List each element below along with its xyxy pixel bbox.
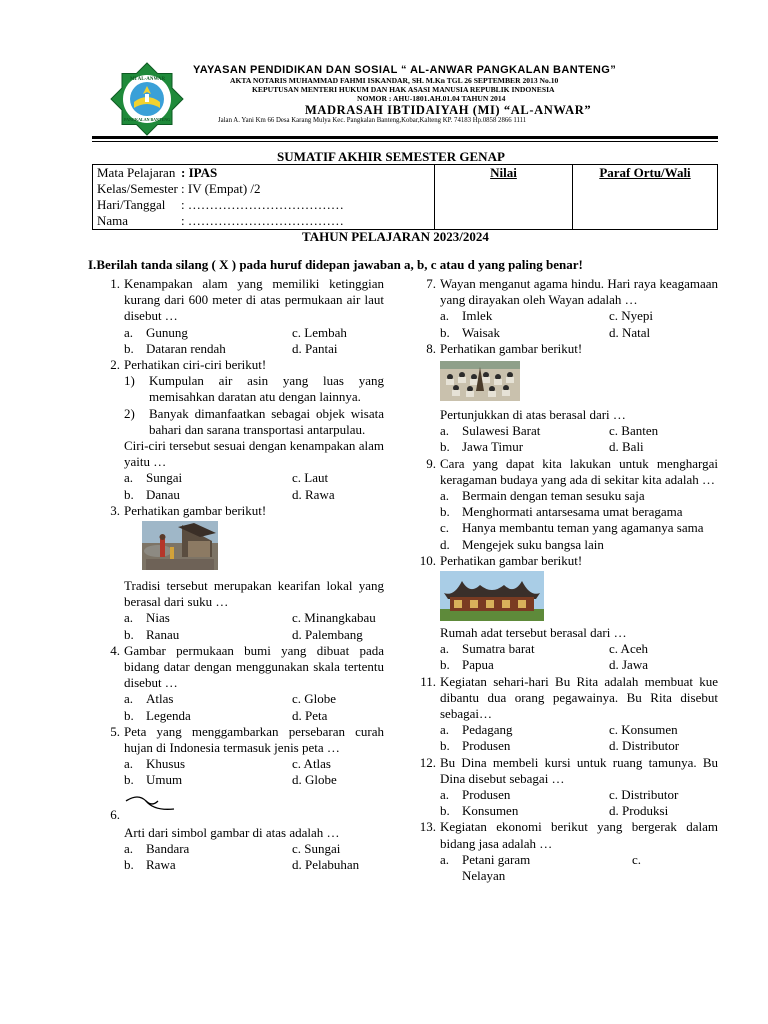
question-text: Kegiatan sehari-hari Bu Rita adalah membuat kue dibantu dua orang pegawainya. Bu Rita disebut sebagai… (440, 673, 718, 722)
date-label: Hari/Tanggal (97, 197, 166, 212)
option-c[interactable]: c. Banten (609, 423, 659, 439)
school-name: MADRASAH IBTIDAIYAH (MI) “AL-ANWAR” (305, 103, 592, 117)
option-b[interactable]: b. Rawa (124, 857, 176, 873)
subject-label: Mata Pelajaran (97, 165, 176, 180)
feature-1: 1) Kumpulan air asin yang luas yang memisahkan daratan atu dengan lainnya. (124, 373, 384, 405)
score-cell[interactable] (435, 165, 573, 230)
header-rule-thick (92, 136, 718, 139)
option-a[interactable]: a. Produsen (440, 787, 511, 803)
question-9: 9. Cara yang dapat kita lakukan untuk menghargai keragaman budaya yang ada di sekitar kita adalah … a. Bermain dengan teman sesuku saja b. Menghormati antarsesama umat beragama c. Hanya membantu teman yang agamanya sama d. Mengejek suku bangsa lain (408, 456, 718, 553)
parent-sign-cell[interactable] (573, 165, 718, 230)
logo-text-bottom: PANGKALAN BANTENG (124, 117, 171, 122)
name-field[interactable]: : ……………………………… (181, 213, 344, 228)
question-11: 11. Kegiatan sehari-hari Bu Rita adalah membuat kue dibantu dua orang pegawainya. Bu Rita disebut sebagai… a. Pedagang c. Konsumen b. Produsen d. Distributor (420, 673, 718, 754)
section-number: I. (88, 257, 97, 272)
question-12: 12. Bu Dina membeli kursi untuk ruang tamunya. Bu Dina disebut sebagai … a. Produsen c. Distributor b. Konsumen d. Produksi (419, 754, 718, 819)
notary-deed: AKTA NOTARIS MUHAMMAD FAHMI ISKANDAR, SH. M.Kn TGL 26 SEPTEMBER 2013 No.10 (230, 76, 559, 85)
question-tail: Pertunjukkan di atas berasal dari … (440, 407, 626, 423)
section-instruction (88, 257, 583, 273)
question-text: Wayan menganut agama hindu. Hari raya keagamaan yang dirayakan oleh Wayan adalah … (440, 276, 718, 308)
question-2: 2. Perhatikan ciri-ciri berikut! 1) Kumpulan air asin yang luas yang memisahkan daratan atu dengan lainnya. 2) Banyak dimanfaatkan sebagai objek wisata bahari dan sarana transportasi antarpulau. Ciri-ciri tersebut sesuai dengan kenampakan alam yaitu … a. Sungai c. Laut b. Danau d. Rawa (92, 357, 384, 503)
option-c[interactable]: c. Konsumen (609, 722, 678, 738)
option-d[interactable]: d. Globe (292, 772, 337, 788)
option-d[interactable]: d. Rawa (292, 486, 335, 502)
left-column (92, 276, 384, 873)
option-b[interactable]: b. Produsen (440, 738, 511, 754)
question-tail: Ciri-ciri tersebut sesuai dengan kenampakan alam yaitu … (124, 438, 384, 470)
question-6: 6. Arti dari simbol gambar di atas adalah … a. Bandara c. Sungai b. Rawa d. Pelabuhan (92, 789, 384, 874)
dance-performance-photo (440, 361, 520, 401)
option-a[interactable]: a. Imlek (440, 308, 493, 324)
option-b[interactable]: b. Papua (440, 657, 494, 673)
school-address: Jalan A. Yani Km 66 Desa Karang Mulya Kec. Pangkalan Banteng,Kobar,Kalteng KP. 74183 Hp.0858 2866 1111 (218, 117, 527, 124)
name-label: Nama (97, 213, 129, 228)
option-a[interactable]: a. Sungai (124, 470, 183, 486)
option-c-letter[interactable]: c. (632, 851, 642, 867)
option-c-continued[interactable]: Nelayan (462, 868, 506, 884)
option-a[interactable]: a. Nias (124, 610, 170, 626)
school-logo (110, 62, 184, 136)
question-text: Perhatikan gambar berikut! (440, 552, 583, 568)
option-b[interactable]: b. Umum (124, 772, 183, 788)
option-a[interactable]: a. Petani garam c. (440, 851, 642, 867)
option-c[interactable]: c. Nyepi (609, 308, 654, 324)
class-value: : IV (Empat) /2 (181, 181, 261, 196)
question-text: Cara yang dapat kita lakukan untuk menghargai keragaman budaya yang ada di sekitar kita adalah … (440, 455, 718, 487)
option-b[interactable]: b. Legenda (124, 707, 191, 723)
option-c[interactable]: c. Minangkabau (292, 610, 376, 626)
question-text: Perhatikan gambar berikut! (124, 502, 267, 518)
question-1: 1. Kenampakan alam yang memiliki ketinggian kurang dari 600 meter di atas permukaan air laut disebut … a. Gunung c. Lembah b. Dataran rendah d. Pantai (110, 276, 384, 356)
option-a[interactable]: a. Pedagang (440, 722, 513, 738)
header-rule-thin (92, 141, 718, 142)
question-tail: Tradisi tersebut merupakan kearifan lokal yang berasal dari suku … (124, 578, 384, 610)
parent-sign-label: Paraf Ortu/Wali (599, 165, 691, 180)
question-text: Perhatikan gambar berikut! (440, 340, 583, 356)
exam-title: SUMATIF AKHIR SEMESTER GENAP (277, 149, 505, 164)
question-8: 8. Perhatikan gambar berikut! Pertunjukkan di atas berasal dari … a. Sulawesi Barat c. Banten b. Jawa Timur d. Bali (408, 341, 718, 456)
option-b[interactable]: b. Menghormati antarsesama umat beragama (440, 504, 683, 520)
subject-value: : IPAS (181, 165, 218, 180)
option-c[interactable]: c. Atlas (292, 756, 331, 772)
question-4: 4. Gambar permukaan bumi yang dibuat pada bidang datar dengan menggunakan skala tertentu disebut … a. Atlas c. Globe b. Legenda d. Peta (110, 642, 384, 723)
option-d[interactable]: d. Natal (609, 324, 651, 340)
traditional-house-photo (440, 571, 544, 621)
option-a[interactable]: a. Bermain dengan teman sesuku saja (440, 488, 645, 504)
option-a[interactable]: a. Atlas (124, 691, 174, 707)
river-symbol-icon (124, 789, 176, 817)
option-a[interactable]: a. Bandara (124, 840, 190, 856)
foundation-name: YAYASAN PENDIDIKAN DAN SOSIAL “ AL-ANWAR PANGKALAN BANTENG” (193, 64, 617, 76)
option-b[interactable]: b. Jawa Timur (440, 439, 524, 455)
question-text: Peta yang menggambarkan persebaran curah hujan di Indonesia termasuk jenis peta … (124, 723, 384, 756)
question-3: 3. Perhatikan gambar berikut! Tradisi tersebut merupakan kearifan lokal yang berasal dari suku … a. Nias c. Minangkabau b. Ranau d. Palembang (110, 502, 384, 642)
option-d[interactable]: d. Pelabuhan (292, 857, 360, 873)
student-info-table (92, 164, 718, 230)
option-c[interactable]: c. Hanya membantu teman yang agamanya sama (440, 520, 704, 536)
option-d[interactable]: d. Bali (609, 439, 644, 455)
option-d[interactable]: d. Mengejek suku bangsa lain (440, 536, 604, 552)
question-7: 7. Wayan menganut agama hindu. Hari raya keagamaan yang dirayakan oleh Wayan adalah … a. Imlek c. Nyepi b. Waisak d. Natal (426, 276, 718, 340)
school-year: TAHUN PELAJARAN 2023/2024 (302, 229, 489, 244)
option-d[interactable]: d. Distributor (609, 738, 680, 754)
option-c[interactable]: c. Aceh (609, 641, 648, 657)
ministry-decree: KEPUTUSAN MENTERI HUKUM DAN HAK ASASI MANUSIA REPUBLIK INDONESIA (252, 85, 555, 94)
question-tail: Rumah adat tersebut berasal dari … (440, 625, 627, 641)
option-c[interactable]: c. Laut (292, 470, 329, 486)
identity-cell (93, 165, 435, 230)
question-5: 5. Peta yang menggambarkan persebaran curah hujan di Indonesia termasuk jenis peta … a. Khusus c. Atlas b. Umum d. Globe (110, 723, 384, 788)
option-c[interactable]: c. Globe (292, 691, 337, 707)
option-d[interactable]: d. Produksi (609, 803, 669, 819)
option-b[interactable]: b. Ranau (124, 626, 180, 642)
option-c[interactable]: c. Lembah (292, 324, 347, 340)
question-13: 13. Kegiatan ekonomi berikut yang bergerak dalam bidang jasa adalah … a. Petani garam c. Nelayan (408, 819, 718, 884)
option-d[interactable]: d. Peta (292, 707, 328, 723)
option-a[interactable]: a. Khusus (124, 756, 186, 772)
question-text: Kegiatan ekonomi berikut yang bergerak dalam bidang jasa adalah … (440, 819, 718, 851)
option-b[interactable]: b. Danau (124, 486, 180, 502)
option-a[interactable]: a. Sulawesi Barat (440, 423, 541, 439)
date-field[interactable]: : ……………………………… (181, 197, 344, 212)
score-label: Nilai (490, 165, 517, 180)
option-d[interactable]: d. Jawa (609, 657, 648, 673)
stone-jumping-photo (142, 521, 218, 570)
option-b[interactable]: b. Waisak (440, 324, 500, 340)
option-c[interactable]: c. Distributor (609, 787, 679, 803)
option-d[interactable]: d. Palembang (292, 626, 363, 642)
class-label: Kelas/Semester (97, 181, 178, 196)
question-text: Gambar permukaan bumi yang dibuat pada bidang datar dengan menggunakan skala tertentu disebut … (124, 642, 384, 691)
feature-2: 2) Banyak dimanfaatkan sebagai objek wisata bahari dan sarana transportasi antarpulau. (124, 405, 384, 437)
right-column (408, 276, 718, 884)
option-a[interactable]: a. Sumatra barat (440, 641, 535, 657)
question-text: Kenampakan alam yang memiliki ketinggian kurang dari 600 meter di atas permukaan air laut disebut … (124, 276, 384, 324)
option-d[interactable]: d. Pantai (292, 340, 338, 356)
logo-text-top: MI AL-ANWAR (130, 77, 166, 82)
option-b[interactable]: b. Dataran rendah (124, 340, 226, 356)
question-tail: Arti dari simbol gambar di atas adalah … (124, 824, 340, 840)
question-10: 10. Perhatikan gambar berikut! Rumah adat tersebut berasal dari … a. Sumatra barat c. Aceh b. Papua d. Jawa (408, 553, 718, 674)
section-text: Berilah tanda silang ( X ) pada huruf didepan jawaban a, b, c atau d yang paling benar! (96, 257, 583, 272)
question-text: Bu Dina membeli kursi untuk ruang tamunya. Bu Dina disebut sebagai … (440, 754, 718, 786)
question-text: Perhatikan ciri-ciri berikut! (124, 357, 267, 373)
option-a[interactable]: a. Gunung (124, 324, 188, 340)
decree-number: NOMOR : AHU-1801.AH.01.04 TAHUN 2014 (357, 94, 506, 103)
option-b[interactable]: b. Konsumen (440, 803, 519, 819)
option-c[interactable]: c. Sungai (292, 840, 341, 856)
